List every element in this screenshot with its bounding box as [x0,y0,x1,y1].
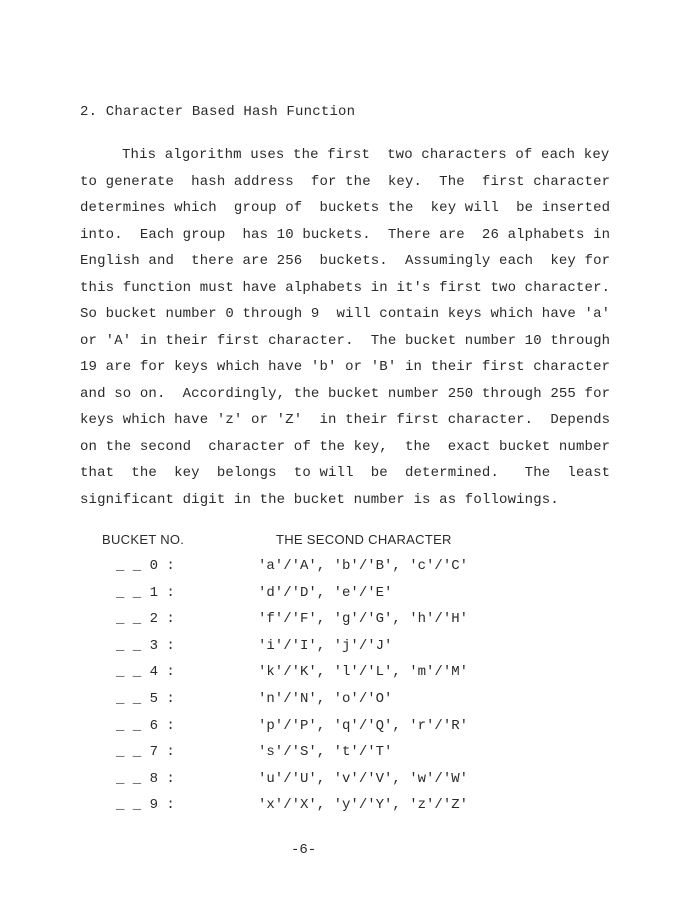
paragraph-line: to generate hash address for the key. The first character [80,173,611,190]
paragraph-line: keys which have 'z' or 'Z' in their first character. Depends [80,412,611,428]
table-row [0,691,690,718]
bucket-number: _ _ 6 : [116,717,175,734]
second-characters: 'i'/'I', 'j'/'J' [258,637,393,654]
second-characters: 'f'/'F', 'g'/'G', 'h'/'H' [258,611,469,628]
table-row [0,638,690,665]
bucket-number: _ _ 8 : [116,770,175,787]
paragraph-line: into. Each group has 10 buckets. There are 26 alphabets in [80,226,611,243]
column-header-second-character: THE SECOND CHARACTER [276,532,452,547]
bucket-number: _ _ 3 : [116,637,175,654]
page-number: -6- [291,842,317,858]
bucket-number: _ _ 2 : [116,611,175,628]
second-characters: 'd'/'D', 'e'/'E' [258,584,393,601]
second-characters: 'k'/'K', 'l'/'L', 'm'/'M' [258,664,469,681]
bucket-number: _ _ 7 : [116,744,175,761]
paragraph-line: this function must have alphabets in it's first two character. [80,279,611,296]
second-characters: 'a'/'A', 'b'/'B', 'c'/'C' [258,558,469,574]
table-row [0,744,690,771]
paragraph-line: This algorithm uses the first two characters of each key [122,147,610,163]
bucket-number: _ _ 4 : [116,664,175,681]
second-characters: 's'/'S', 't'/'T' [258,744,393,761]
bucket-number: _ _ 9 : [116,797,175,814]
section-heading: 2. Character Based Hash Function [80,104,356,120]
table-row [0,718,690,745]
table-row [0,664,690,691]
second-characters: 'x'/'X', 'y'/'Y', 'z'/'Z' [258,797,469,814]
second-characters: 'p'/'P', 'q'/'Q', 'r'/'R' [258,717,469,734]
paragraph-line: on the second character of the key, the exact bucket number [80,438,611,455]
paragraph-line: significant digit in the bucket number is as followings. [80,491,559,508]
body-paragraph [80,145,611,516]
second-characters: 'n'/'N', 'o'/'O' [258,690,393,707]
table-row [0,797,690,824]
table-row [0,558,690,585]
table-row [0,585,690,612]
paragraph-line: or 'A' in their first character. The bucket number 10 through [80,332,611,349]
table-row [0,611,690,638]
paragraph-line: determines which group of buckets the key will be inserted [80,200,611,216]
column-header-bucket-no: BUCKET NO. [102,532,185,547]
bucket-number: _ _ 1 : [116,584,175,601]
paragraph-line: that the key belongs to will be determined. The least [80,465,611,481]
paragraph-line: and so on. Accordingly, the bucket number 250 through 255 for [80,385,611,402]
table-row [0,771,690,798]
paragraph-line: So bucket number 0 through 9 will contain keys which have 'a' [80,306,611,322]
second-characters: 'u'/'U', 'v'/'V', 'w'/'W' [258,770,469,787]
paragraph-line: English and there are 256 buckets. Assumingly each key for [80,253,611,269]
bucket-number: _ _ 5 : [116,690,175,707]
bucket-number: _ _ 0 : [116,558,175,574]
bucket-table [0,558,690,824]
paragraph-line: 19 are for keys which have 'b' or 'B' in their first character [80,359,611,375]
